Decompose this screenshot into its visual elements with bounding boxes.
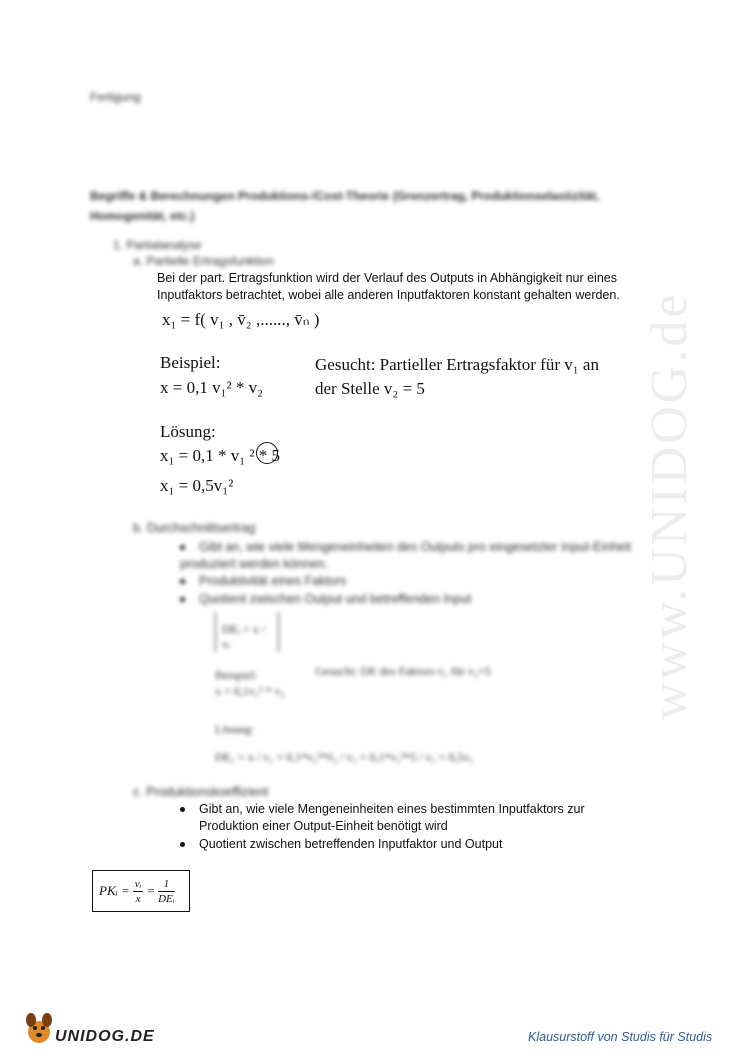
- pk-formula-box: [92, 870, 190, 912]
- formula-partial-yield: x₁ = f( v₁ , v̄₂ ,......, v̄ₙ ): [162, 310, 320, 329]
- example-label: Beispiel:: [160, 353, 221, 372]
- pk-equals: =: [146, 883, 156, 898]
- subsection-b-formula-box: [215, 612, 279, 652]
- footer-logo-text: UNIDOG.DE: [55, 1028, 155, 1045]
- subsection-c-bullet-1: Gibt an, wie viele Mengeneinheiten eines bestimmten Inputfaktors zur Produktion einer Output-Einheit benötigt wird: [180, 801, 640, 835]
- example-gesucht: Gesucht: Partieller Ertragsfaktor für v₁ an der Stelle v₂ = 5: [315, 355, 599, 398]
- subsection-b-bullet-1: Gibt an, wie viele Mengeneinheiten des Outputs pro eingesetzter Input-Einheit produziert werden können.: [180, 540, 632, 571]
- subsection-c-bullet-2: Quotient zwischen betreffenden Inputfaktor und Output: [180, 836, 640, 853]
- subsection-b-gesucht: Gesucht: DE des Faktors v₁ für v₂=5: [315, 664, 491, 678]
- document-title: Fertigung: [90, 90, 141, 104]
- bullet-icon: [180, 597, 185, 602]
- subsection-b-label: b. Durchschnittsertrag: [133, 521, 256, 535]
- subsection-b-bullet-3: Quotient zwischen Output und betreffenden Input: [180, 591, 471, 608]
- handwritten-circle: [256, 442, 278, 464]
- bullet-icon: [180, 842, 185, 847]
- example-expression: x = 0,1 v₁² * v₂: [160, 378, 264, 397]
- subsection-b-solution-label: Lösung:: [215, 722, 255, 736]
- solution-label: Lösung:: [160, 422, 216, 441]
- solution-line-1: x₁ = 0,1 * v₁ ² * 5: [160, 446, 281, 465]
- footer-tagline: Klausurstoff von Studis für Studis: [528, 1030, 713, 1044]
- pk-numerator-1: vᵢ: [134, 877, 142, 890]
- subsection-a-text: Bei der part. Ertragsfunktion wird der Verlauf des Outputs in Abhängigkeit nur eines Inputfaktors betrachtet, wobei alle anderen Inputfaktoren konstant gehalten werden.: [157, 271, 620, 302]
- subsection-b-example-expr: x = 0,1v₁² * v₂: [215, 684, 285, 698]
- subsection-a-label: a. Partielle Ertragsfunktion: [133, 254, 274, 268]
- subsection-b-example-label: Beispiel:: [215, 668, 258, 682]
- section-heading: Begriffe & Berechnungen Produktions-/Cost-Theorie (Grenzertrag, Produktionselastizität, Homogenität, etc.): [90, 189, 600, 223]
- pk-numerator-2: 1: [158, 877, 174, 892]
- bullet-icon: [180, 579, 185, 584]
- subsection-b-bullet-2: Produktivität eines Faktors: [180, 573, 346, 590]
- bullet-icon: [180, 545, 185, 550]
- pk-lhs: PKᵢ =: [99, 883, 130, 898]
- subsection-c-label: c. Produktionskoeffizient: [133, 785, 269, 799]
- section-1-label: 1. Partialanalyse: [113, 238, 202, 252]
- subsection-b-solution-expr: DE₁ = x / v₁ = 0,1*v₁²*v̄₂ / v₁ = 0,1*v₁²*5 / v₁ = 0,5v₁: [215, 750, 474, 764]
- dog-logo-icon: [22, 1010, 56, 1046]
- solution-line-2: x₁ = 0,5v₁²: [160, 476, 234, 495]
- watermark: www.UNIDOG.de: [641, 291, 698, 720]
- bullet-icon: [180, 807, 185, 812]
- subsection-b-formula: DEᵢ = x / vᵢ: [222, 622, 266, 651]
- pk-denominator-1: x: [135, 892, 141, 905]
- pk-denominator-2: DEᵢ: [158, 892, 175, 905]
